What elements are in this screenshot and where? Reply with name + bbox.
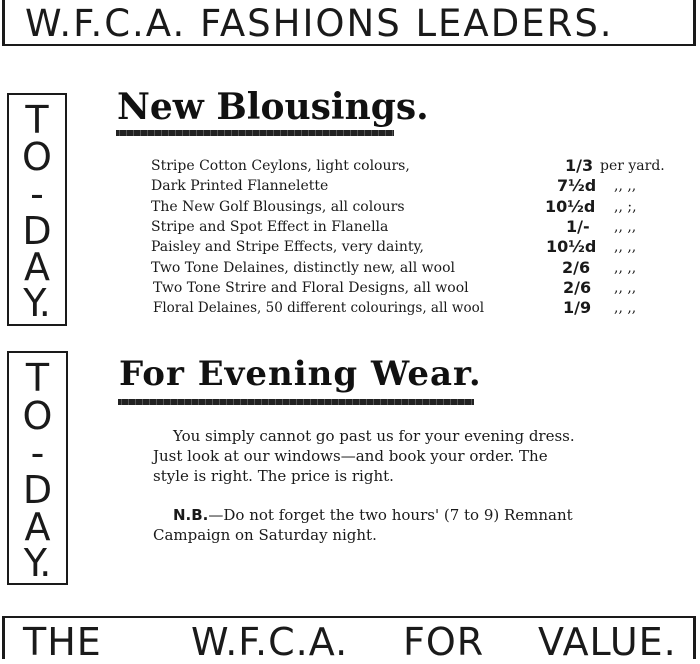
- bottom-banner-word: VALUE.: [538, 620, 677, 664]
- paragraph-line: Just look at our windows—and book your order. The: [153, 447, 548, 465]
- list-item-unit: per yard.: [600, 158, 665, 174]
- list-item-price: 1/9: [563, 298, 592, 317]
- top-banner: [2, 0, 696, 46]
- today-letter: D: [22, 209, 52, 253]
- list-item-name: Two Tone Strire and Floral Designs, all wool: [153, 280, 469, 296]
- list-item-price: 1/-: [566, 217, 590, 236]
- nb-line: [173, 506, 573, 524]
- list-item-unit: ,, ,,: [614, 280, 637, 296]
- today-letter: Y.: [23, 281, 51, 325]
- today-letter: T: [25, 98, 49, 142]
- today-letter: O: [22, 135, 52, 179]
- today-letter: -: [30, 172, 44, 216]
- paragraph-line: style is right. The price is right.: [153, 467, 394, 485]
- list-item-price: 10½d: [546, 237, 597, 256]
- section2-rule: [118, 399, 474, 405]
- section1-heading: New Blousings.: [117, 86, 429, 128]
- list-item-unit: ,, ,,: [614, 178, 637, 194]
- today-letter: A: [24, 245, 50, 289]
- today-letter: O: [22, 394, 53, 438]
- list-item-price: 1/3: [565, 156, 594, 175]
- list-item-name: Floral Delaines, 50 different colourings, all wool: [153, 300, 485, 316]
- bottom-banner-word: FOR: [403, 620, 485, 664]
- section1-rule: [116, 130, 394, 136]
- top-banner-title: W.F.C.A. FASHIONS LEADERS.: [25, 2, 614, 45]
- list-item-price: 2/6: [562, 258, 591, 277]
- list-item-unit: ,, ;,: [614, 199, 637, 215]
- today-box-bottom: [7, 351, 68, 585]
- paragraph-line: You simply cannot go past us for your evening dress.: [173, 427, 575, 445]
- today-letter: T: [25, 356, 50, 400]
- list-item-unit: ,, ,,: [614, 260, 637, 276]
- list-item-name: Stripe Cotton Ceylons, light colours,: [151, 158, 410, 174]
- today-letter: D: [22, 468, 53, 512]
- list-item-unit: ,, ,,: [614, 239, 637, 255]
- list-item-name: The New Golf Blousings, all colours: [151, 199, 405, 215]
- list-item-name: Two Tone Delaines, distinctly new, all wool: [151, 260, 455, 276]
- today-letter: Y.: [23, 541, 52, 585]
- nb-text: —Do not forget the two hours' (7 to 9) Remnant: [208, 506, 573, 524]
- list-item-price: 10½d: [545, 197, 596, 216]
- list-item-price: 2/6: [563, 278, 592, 297]
- nb-label: N.B.: [173, 506, 209, 524]
- list-item-price: 7½d: [557, 176, 597, 195]
- list-item-name: Paisley and Stripe Effects, very dainty,: [151, 239, 424, 255]
- bottom-banner-word: W.F.C.A.: [191, 620, 349, 664]
- section2-heading: For Evening Wear.: [119, 354, 482, 394]
- bottom-banner-word: THE: [23, 620, 102, 664]
- today-box-top: [7, 93, 67, 326]
- today-letter: A: [24, 505, 51, 549]
- today-letter: -: [30, 431, 45, 475]
- nb-line: Campaign on Saturday night.: [153, 526, 377, 544]
- list-item-unit: ,, ,,: [614, 300, 637, 316]
- list-item-name: Dark Printed Flannelette: [151, 178, 329, 194]
- list-item-unit: ,, ,,: [614, 219, 637, 235]
- bottom-banner: [2, 616, 696, 664]
- list-item-name: Stripe and Spot Effect in Flanella: [151, 219, 389, 235]
